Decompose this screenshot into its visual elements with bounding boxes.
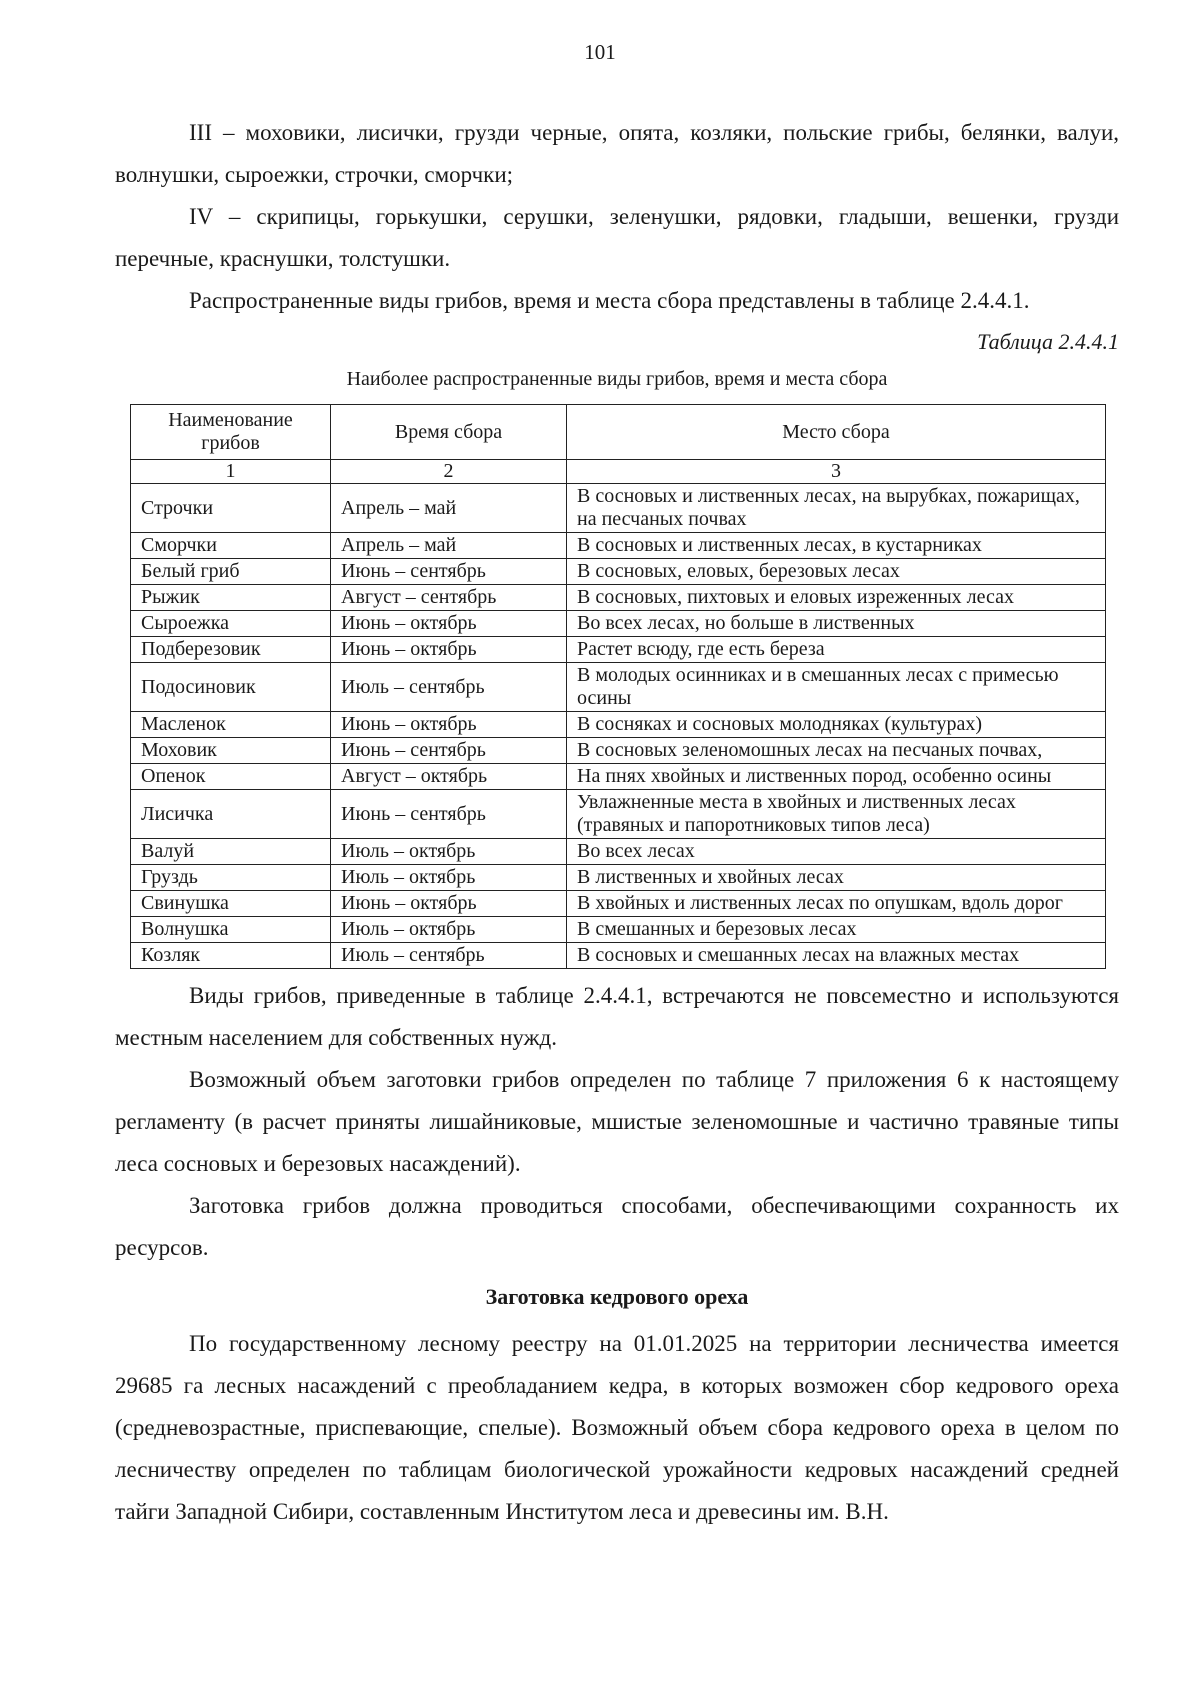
table-row <box>131 663 1106 712</box>
header-collection-place: Место сбора <box>567 405 1106 460</box>
mushroom-table <box>130 404 1106 969</box>
table-row <box>131 585 1106 611</box>
cell-mushroom-name: Масленок <box>131 712 331 738</box>
cell-collection-place: В сосновых и лиственных лесах, на вырубках, пожарищах, на песчаных почвах <box>567 484 1106 533</box>
cell-collection-place: В лиственных и хвойных лесах <box>567 865 1106 891</box>
table-row <box>131 891 1106 917</box>
cell-collection-place: В сосновых зеленомошных лесах на песчаных почвах, <box>567 738 1106 764</box>
cell-collection-time: Август – сентябрь <box>331 585 567 611</box>
table-row <box>131 611 1106 637</box>
header-collection-time: Время сбора <box>331 405 567 460</box>
intro-paragraph-1: III – моховики, лисички, грузди черные, опята, козляки, польские грибы, белянки, валуи, волнушки, сыроежки, строчки, сморчки; <box>115 120 1119 187</box>
cell-collection-time: Июнь – сентябрь <box>331 559 567 585</box>
table-header-row <box>131 405 1106 460</box>
cell-mushroom-name: Моховик <box>131 738 331 764</box>
table-row <box>131 533 1106 559</box>
cell-mushroom-name: Подберезовик <box>131 637 331 663</box>
table-row <box>131 712 1106 738</box>
cell-collection-place: В хвойных и лиственных лесах по опушкам, вдоль дорог <box>567 891 1106 917</box>
cell-mushroom-name: Волнушка <box>131 917 331 943</box>
table-row <box>131 943 1106 969</box>
cell-collection-place: В молодых осинниках и в смешанных лесах с примесью осины <box>567 663 1106 712</box>
cell-mushroom-name: Валуй <box>131 839 331 865</box>
cell-collection-place: На пнях хвойных и лиственных пород, особенно осины <box>567 764 1106 790</box>
cell-collection-place: В смешанных и березовых лесах <box>567 917 1106 943</box>
cell-mushroom-name: Сморчки <box>131 533 331 559</box>
table-body <box>131 460 1106 969</box>
table-row <box>131 790 1106 839</box>
section-heading: Заготовка кедрового ореха <box>485 1284 749 1309</box>
cell-collection-time: Июнь – октябрь <box>331 891 567 917</box>
after-table-paragraph-1: Виды грибов, приведенные в таблице 2.4.4.1, встречаются не повсеместно и используются местным населением для собственных нужд. <box>115 983 1119 1050</box>
cell-mushroom-name: Свинушка <box>131 891 331 917</box>
cell-collection-time: Август – октябрь <box>331 764 567 790</box>
table-caption: Наиболее распространенные виды грибов, время и места сбора <box>346 368 888 390</box>
cell-mushroom-name: Сыроежка <box>131 611 331 637</box>
cell-mushroom-name: Рыжик <box>131 585 331 611</box>
table-row <box>131 559 1106 585</box>
cell-collection-place: Во всех лесах, но больше в лиственных <box>567 611 1106 637</box>
cell-collection-time: Июнь – сентябрь <box>331 790 567 839</box>
after-table-paragraph-2: Возможный объем заготовки грибов определен по таблице 7 приложения 6 к настоящему регламенту (в расчет приняты лишайниковые, мшистые зеленомошные и частично травяные типы леса сосновых и березовых насаждений). <box>115 1067 1119 1176</box>
cell-mushroom-name: Груздь <box>131 865 331 891</box>
cell-collection-time: Июль – сентябрь <box>331 943 567 969</box>
cell-collection-time: Июль – сентябрь <box>331 663 567 712</box>
intro-paragraph-3: Распространенные виды грибов, время и места сбора представлены в таблице 2.4.4.1. <box>189 288 1030 313</box>
table-row <box>131 865 1106 891</box>
table-row <box>131 484 1106 533</box>
table-row <box>131 637 1106 663</box>
cell-collection-time: Июль – октябрь <box>331 917 567 943</box>
cell-mushroom-name: Подосиновик <box>131 663 331 712</box>
cell-collection-time: Апрель – май <box>331 533 567 559</box>
cell-mushroom-name: Козляк <box>131 943 331 969</box>
cell-collection-place: В сосновых и лиственных лесах, в кустарниках <box>567 533 1106 559</box>
column-number: 2 <box>331 460 567 484</box>
table-number-label: Таблица 2.4.4.1 <box>977 329 1119 354</box>
cell-mushroom-name: Опенок <box>131 764 331 790</box>
table-row <box>131 738 1106 764</box>
cell-collection-place: В сосняках и сосновых молодняках (культурах) <box>567 712 1106 738</box>
cell-collection-time: Июнь – сентябрь <box>331 738 567 764</box>
column-number-row <box>131 460 1106 484</box>
column-number: 1 <box>131 460 331 484</box>
cell-collection-place: Во всех лесах <box>567 839 1106 865</box>
section-paragraph-1: По государственному лесному реестру на 01.01.2025 на территории лесничества имеется 29685 га лесных насаждений с преобладанием кедра, в которых возможен сбор кедрового ореха (средневозрастные, приспевающие, спелые). Возможный объем сбора кедрового ореха в целом по лесничеству определен по таблицам биологической урожайности кедровых насаждений средней тайги Западной Сибири, составленным Институтом леса и древесины им. В.Н. <box>115 1331 1119 1524</box>
column-number: 3 <box>567 460 1106 484</box>
cell-collection-time: Июль – октябрь <box>331 865 567 891</box>
after-table-paragraph-3: Заготовка грибов должна проводиться способами, обеспечивающими сохранность их ресурсов. <box>115 1193 1119 1260</box>
cell-collection-time: Июнь – октябрь <box>331 637 567 663</box>
table-row <box>131 917 1106 943</box>
cell-mushroom-name: Строчки <box>131 484 331 533</box>
cell-collection-place: В сосновых и смешанных лесах на влажных местах <box>567 943 1106 969</box>
cell-collection-time: Апрель – май <box>331 484 567 533</box>
table-row <box>131 764 1106 790</box>
page-content <box>115 112 1119 1533</box>
cell-collection-place: В сосновых, пихтовых и еловых изреженных лесах <box>567 585 1106 611</box>
cell-collection-time: Июнь – октябрь <box>331 712 567 738</box>
page-number: 101 <box>584 40 616 64</box>
intro-paragraph-2: IV – скрипицы, горькушки, серушки, зеленушки, рядовки, гладыши, вешенки, грузди перечные, краснушки, толстушки. <box>115 204 1119 271</box>
cell-collection-time: Июль – октябрь <box>331 839 567 865</box>
table-row <box>131 839 1106 865</box>
cell-collection-place: Увлажненные места в хвойных и лиственных лесах (травяных и папоротниковых типов леса) <box>567 790 1106 839</box>
cell-collection-time: Июнь – октябрь <box>331 611 567 637</box>
cell-mushroom-name: Лисичка <box>131 790 331 839</box>
cell-mushroom-name: Белый гриб <box>131 559 331 585</box>
header-mushroom-name: Наименование грибов <box>131 405 331 460</box>
cell-collection-place: Растет всюду, где есть береза <box>567 637 1106 663</box>
cell-collection-place: В сосновых, еловых, березовых лесах <box>567 559 1106 585</box>
